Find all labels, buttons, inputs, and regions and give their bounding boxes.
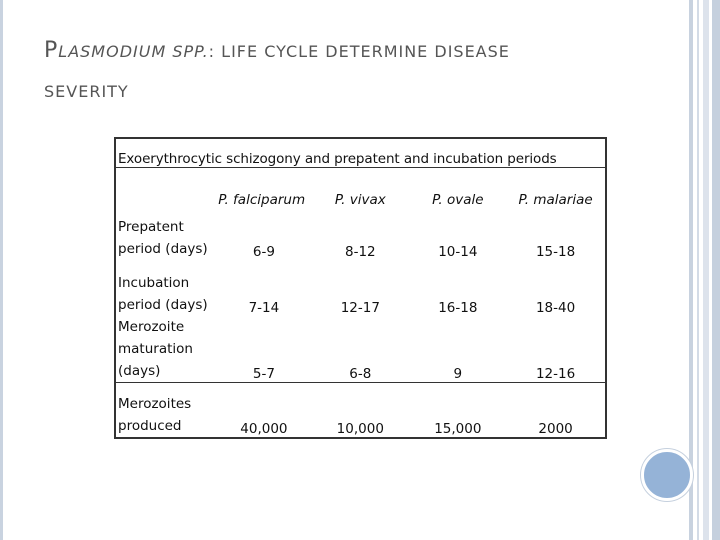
cell-value: 8-12 xyxy=(344,244,376,260)
right-decor-bar xyxy=(712,0,720,540)
title-genus: LASMODIUM SPP. xyxy=(58,42,209,61)
cell-value: 10,000 xyxy=(336,421,384,437)
cell-value: 2000 xyxy=(538,421,573,437)
cell-value: 40,000 xyxy=(240,421,288,437)
cell-value: 15,000 xyxy=(434,421,482,437)
table-row xyxy=(115,383,606,439)
cell-value: 7-14 xyxy=(248,300,280,316)
title-first-letter: P xyxy=(44,38,59,63)
right-decor-bar xyxy=(703,0,709,540)
right-decor-bar xyxy=(697,0,699,540)
cell-value: 16-18 xyxy=(438,300,478,316)
cell-value: 6-8 xyxy=(311,316,409,383)
col-header-ovale: P. ovale xyxy=(432,192,484,208)
slide-title xyxy=(44,40,644,100)
table-row xyxy=(115,316,606,383)
cell-value: 15-18 xyxy=(535,244,576,260)
title-tail: LIFE CYCLE DETERMINE DISEASE xyxy=(221,42,510,61)
cell-value: 9 xyxy=(410,316,507,383)
col-header-vivax: P. vivax xyxy=(334,192,386,208)
right-decor-bar xyxy=(689,0,693,540)
cell-value: 12-16 xyxy=(506,316,606,383)
title-colon: : xyxy=(208,42,222,61)
row-label: Merozoite maturation (days) xyxy=(115,316,217,383)
left-frame-line xyxy=(0,0,3,540)
title-line-2: SEVERITY xyxy=(44,82,129,101)
decor-circle xyxy=(641,449,693,501)
table-caption: Exoerythrocytic schizogony and prepatent and incubation periods xyxy=(115,138,606,168)
row-label: Prepatent period (days) xyxy=(118,219,208,257)
col-header-malariae: P. malariae xyxy=(518,192,593,208)
table-row xyxy=(115,208,606,260)
life-cycle-table xyxy=(114,137,607,439)
cell-value: 12-17 xyxy=(340,300,380,316)
cell-value: 6-9 xyxy=(252,244,275,260)
cell-value: 5-7 xyxy=(217,316,311,383)
table-row xyxy=(115,260,606,316)
cell-value: 10-14 xyxy=(438,244,478,260)
cell-value: 18-40 xyxy=(535,300,576,316)
col-header-falciparum: P. falciparum xyxy=(218,192,306,208)
row-label: Incubation period (days) xyxy=(118,275,208,313)
row-label: Merozoites produced xyxy=(118,396,192,434)
